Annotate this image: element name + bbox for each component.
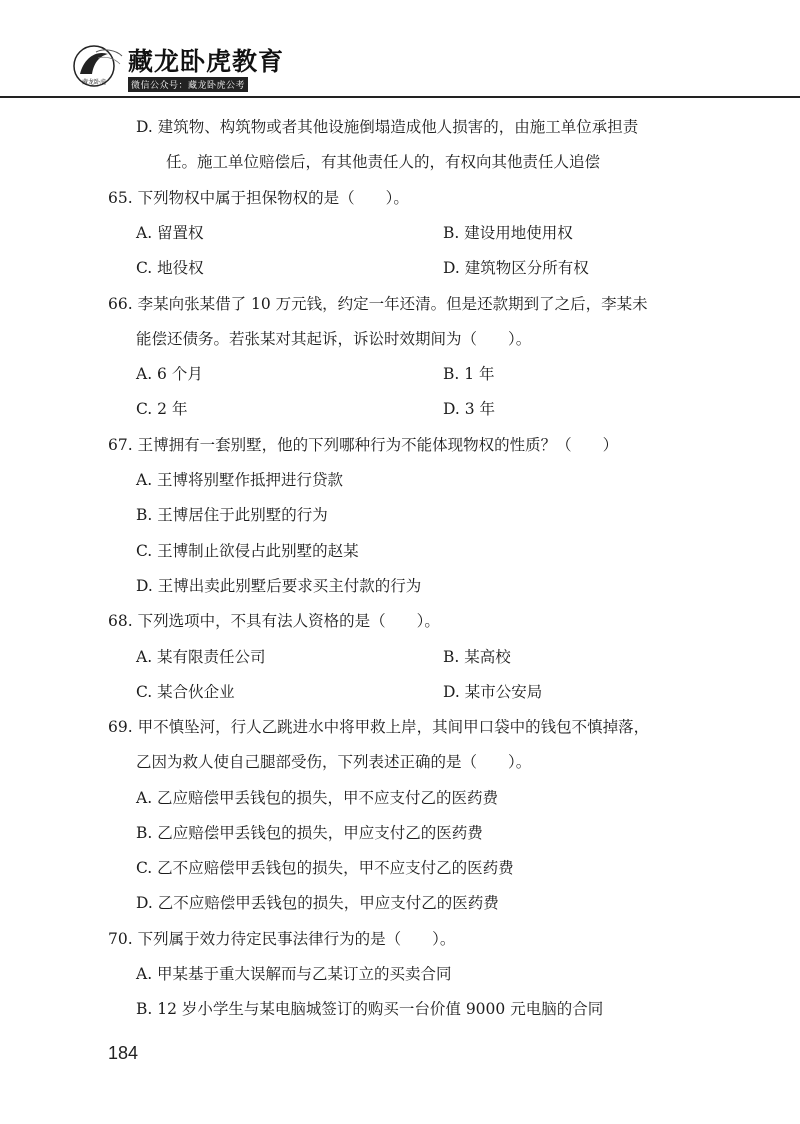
question-67-option-d: D. 王博出卖此别墅后要求买主付款的行为 [136,577,422,595]
question-70-option-a: A. 甲某基于重大误解而与乙某订立的买卖合同 [136,965,452,983]
question-66-stem-line2: 能偿还债务。若张某对其起诉，诉讼时效期间为（ ）。 [136,330,532,348]
question-67-option-c: C. 王博制止欲侵占此别墅的赵某 [136,542,359,560]
question-66-option-a: A. 6 个月 [136,365,203,383]
question-66-option-c: C. 2 年 [136,400,188,418]
question-68-option-d: D. 某市公安局 [443,683,543,701]
question-67-option-b: B. 王博居住于此别墅的行为 [136,506,328,524]
question-65-option-c: C. 地役权 [136,259,204,277]
page-header [0,0,800,100]
question-68-stem: 68. 下列选项中，不具有法人资格的是（ ）。 [108,612,440,630]
question-66-option-b: B. 1 年 [443,365,495,383]
question-70-option-b: B. 12 岁小学生与某电脑城签订的购买一台价值 9000 元电脑的合同 [136,1000,604,1018]
header-divider [0,96,800,98]
question-69-option-a: A. 乙应赔偿甲丢钱包的损失，甲不应支付乙的医药费 [136,789,499,807]
question-65-option-a: A. 留置权 [136,224,204,242]
dragon-tiger-logo-icon [70,44,126,88]
question-65-option-d: D. 建筑物区分所有权 [443,259,589,277]
question-69-option-c: C. 乙不应赔偿甲丢钱包的损失，甲不应支付乙的医药费 [136,859,514,877]
question-66-stem-line1: 66. 李某向张某借了 10 万元钱，约定一年还清。但是还款期到了之后，李某未 [108,295,648,313]
question-69-option-d: D. 乙不应赔偿甲丢钱包的损失，甲应支付乙的医药费 [136,894,499,912]
brand-subtitle: 微信公众号：藏龙卧虎公考 [128,77,248,92]
question-65-option-b: B. 建设用地使用权 [443,224,573,242]
question-66-option-d: D. 3 年 [443,400,496,418]
brand-name: 藏龙卧虎教育 [128,47,285,76]
question-67-stem: 67. 王博拥有一套别墅，他的下列哪种行为不能体现物权的性质？（ ） [108,436,619,454]
question-68-option-b: B. 某高校 [443,648,511,666]
question-69-option-b: B. 乙应赔偿甲丢钱包的损失，甲应支付乙的医药费 [136,824,483,842]
page-number: 184 [108,1043,139,1063]
q64-option-d-line2: 任。施工单位赔偿后，有其他责任人的，有权向其他责任人追偿 [166,153,601,171]
logo-caption: 藏龙卧虎 [82,79,107,86]
question-70-stem: 70. 下列属于效力待定民事法律行为的是（ ）。 [108,930,456,948]
question-68-option-a: A. 某有限责任公司 [136,648,266,666]
question-69-stem-line2: 乙因为救人使自己腿部受伤，下列表述正确的是（ ）。 [136,753,532,771]
q64-option-d-line1: D. 建筑物、构筑物或者其他设施倒塌造成他人损害的，由施工单位承担责 [136,118,639,136]
question-67-option-a: A. 王博将别墅作抵押进行贷款 [136,471,344,489]
question-68-option-c: C. 某合伙企业 [136,683,235,701]
question-69-stem-line1: 69. 甲不慎坠河，行人乙跳进水中将甲救上岸，其间甲口袋中的钱包不慎掉落， [108,718,650,736]
question-65-stem: 65. 下列物权中属于担保物权的是（ ）。 [108,189,409,207]
